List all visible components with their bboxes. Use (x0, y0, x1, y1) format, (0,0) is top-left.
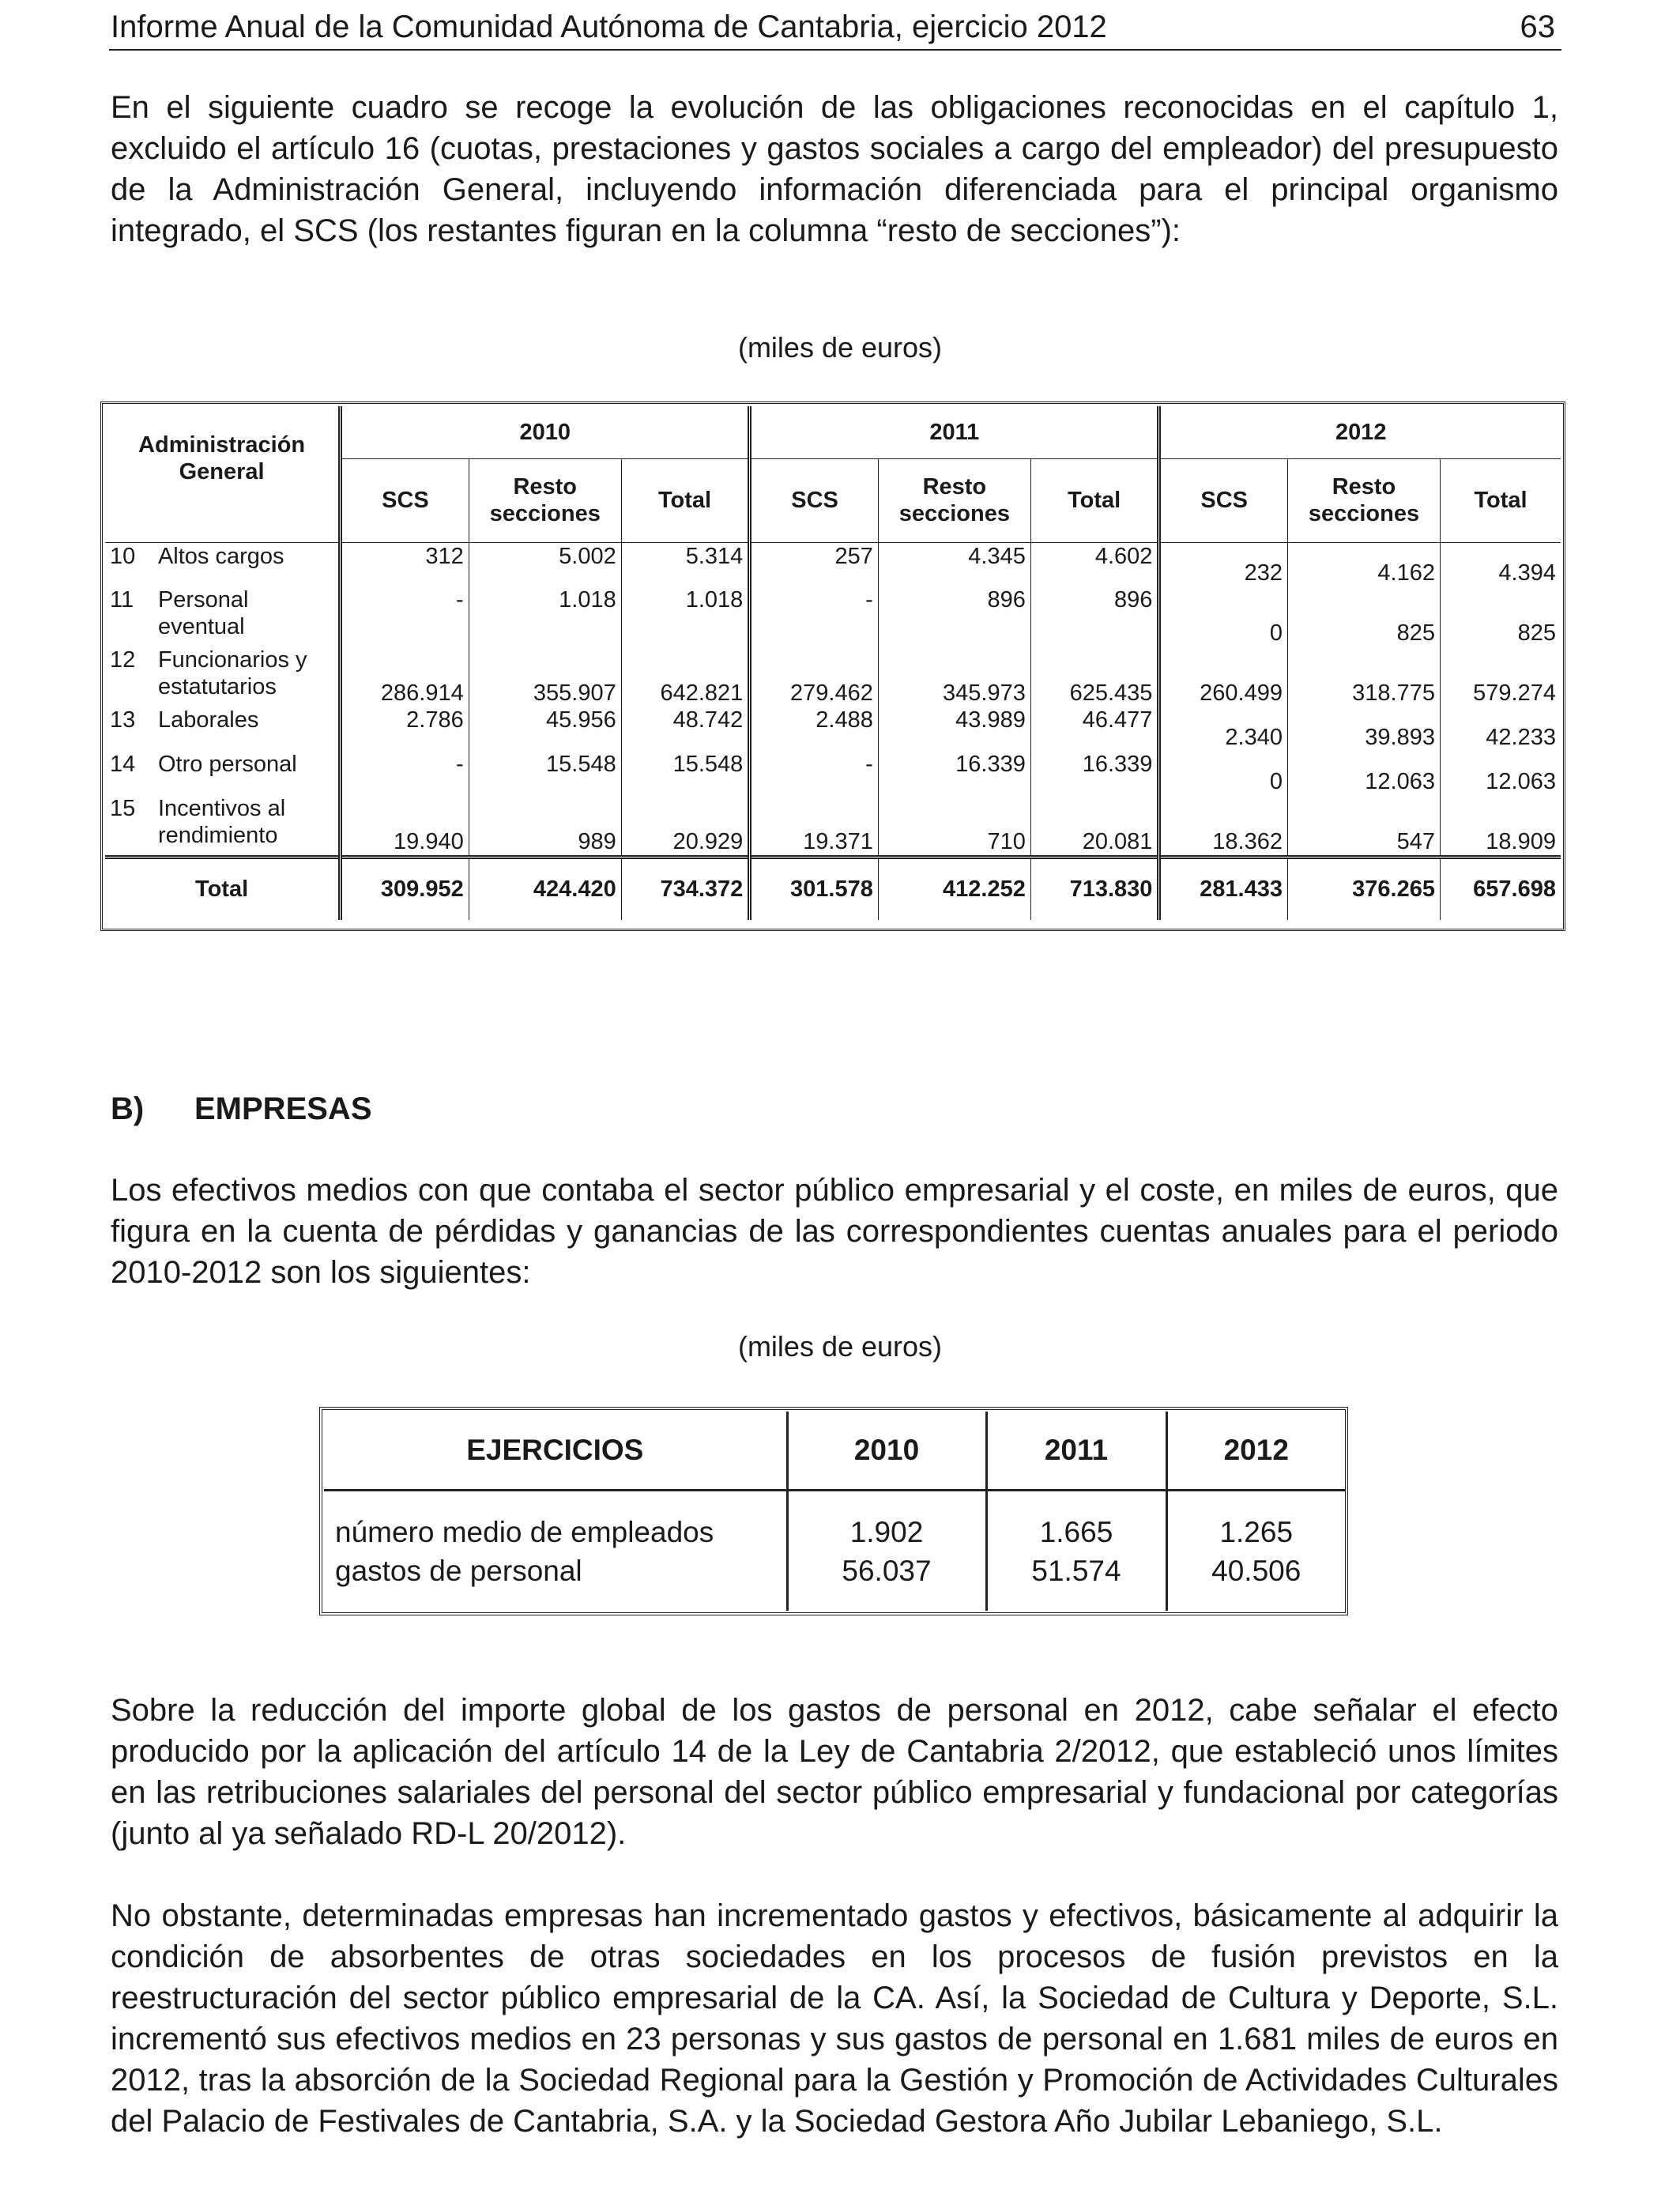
total-value: 734.372 (621, 857, 750, 920)
cell-value: 4.345 (878, 542, 1030, 586)
cell-value: 16.339 (878, 751, 1030, 795)
row-label: Altos cargos (153, 542, 341, 586)
row-code: 13 (110, 707, 136, 733)
cell-value: 825 (1441, 586, 1561, 647)
cell-value: 286.914 (341, 647, 469, 707)
page-number: 63 (1520, 9, 1555, 44)
cell-value: - (750, 751, 879, 795)
cell-value: 710 (878, 795, 1030, 857)
total-value: 301.578 (750, 857, 879, 920)
table-row (105, 795, 1561, 857)
total-value: 309.952 (341, 857, 469, 920)
table-row (105, 751, 1561, 795)
subheader-total: Total (621, 458, 750, 542)
cell-value: 2.340 (1159, 707, 1288, 751)
row-label: Personal eventual (157, 587, 249, 639)
cell-value: 579.274 (1441, 647, 1561, 707)
cell-value: 12.063 (1287, 751, 1440, 795)
table-row (324, 1491, 1345, 1550)
subheader-resto: Resto secciones (878, 458, 1030, 542)
section-b-heading (111, 1087, 372, 1131)
cell-value: 12.063 (1441, 751, 1561, 795)
total-value: 657.698 (1441, 857, 1561, 920)
cell-value: 40.506 (1166, 1550, 1345, 1611)
year-header-2010: 2010 (341, 406, 750, 458)
obligaciones-table-grid (105, 406, 1561, 920)
cell-value: 1.018 (621, 586, 750, 647)
cell-value: 48.742 (621, 707, 750, 751)
header-ejercicios: EJERCICIOS (324, 1412, 787, 1491)
total-value: 281.433 (1159, 857, 1288, 920)
cell-value: 279.462 (750, 647, 879, 707)
cell-value: 18.362 (1159, 795, 1288, 857)
subheader-scs: SCS (750, 458, 879, 542)
cell-value: - (341, 586, 469, 647)
row-code: 15 (110, 796, 136, 821)
cell-value: 0 (1159, 586, 1288, 647)
cell-value: 547 (1287, 795, 1440, 857)
cell-value: 312 (341, 542, 469, 586)
table2-unit-caption: (miles de euros) (737, 1330, 943, 1363)
header-year: 2012 (1166, 1412, 1345, 1491)
subheader-total: Total (1030, 458, 1159, 542)
total-value: 412.252 (878, 857, 1030, 920)
subheader-scs: SCS (1159, 458, 1288, 542)
cell-value: - (750, 586, 879, 647)
year-header-2012: 2012 (1159, 406, 1561, 458)
total-row (105, 857, 1561, 920)
cell-value: 18.909 (1441, 795, 1561, 857)
cell-value: 0 (1159, 751, 1288, 795)
table-row (105, 647, 1561, 707)
cell-value: 5.002 (469, 542, 621, 586)
subheader-scs: SCS (341, 458, 469, 542)
cell-value: 46.477 (1030, 707, 1159, 751)
cell-value: 19.940 (341, 795, 469, 857)
row-code: 12 (110, 647, 136, 673)
cell-value: 1.018 (469, 586, 621, 647)
table-row (105, 542, 1561, 586)
cell-value: 825 (1287, 586, 1440, 647)
cell-value: - (341, 751, 469, 795)
cell-value: 15.548 (621, 751, 750, 795)
empresas-table (319, 1407, 1348, 1615)
cell-value: 4.602 (1030, 542, 1159, 586)
row-code: 14 (110, 752, 136, 777)
cell-value: 20.929 (621, 795, 750, 857)
header-year: 2010 (787, 1412, 986, 1491)
cell-value: 16.339 (1030, 751, 1159, 795)
cell-value: 1.665 (986, 1491, 1166, 1550)
cell-value: 2.488 (750, 707, 879, 751)
total-value: 424.420 (469, 857, 621, 920)
report-title: Informe Anual de la Comunidad Autónoma de Cantabria, ejercicio 2012 (111, 9, 1107, 44)
cell-value: 345.973 (878, 647, 1030, 707)
cell-value: 1.265 (1166, 1491, 1345, 1550)
header-year: 2011 (986, 1412, 1166, 1491)
cell-value: 5.314 (621, 542, 750, 586)
row-label: gastos de personal (335, 1554, 582, 1587)
row-label: Laborales (157, 707, 259, 733)
subheader-total: Total (1441, 458, 1561, 542)
corner-header: Administración General (138, 432, 306, 484)
cell-value: 42.233 (1441, 707, 1561, 751)
table1-unit-caption: (miles de euros) (737, 331, 943, 364)
cell-value: 2.786 (341, 707, 469, 751)
cell-value: 896 (878, 586, 1030, 647)
cell-value: 232 (1159, 542, 1288, 586)
row-label: número medio de empleados (335, 1515, 714, 1548)
fusion-paragraph: No obstante, determinadas empresas han incrementado gastos y efectivos, básicamente al adquirir la condición de absorbentes de otras sociedades en los procesos de fusión previstos en la reestructuración del sector público empresarial de la CA. Así, la Sociedad de Cultura y Deporte, S.L. incrementó sus efectivos medios en 23 personas y sus gastos de personal en 1.681 miles de euros en 2012, tras la absorción de la Sociedad Regional para la Gestión y Promoción de Actividades Culturales del Palacio de Festivales de Cantabria, S.A. y la Sociedad Gestora Año Jubilar Lebaniego, S.L. (111, 1898, 1558, 2139)
cell-value: 43.989 (878, 707, 1030, 751)
cell-value: 896 (1030, 586, 1159, 647)
section-letter: B) (111, 1091, 145, 1126)
year-header-2011: 2011 (750, 406, 1159, 458)
subheader-resto: Resto secciones (1287, 458, 1440, 542)
cell-value: 4.394 (1441, 542, 1561, 586)
cell-value: 51.574 (986, 1550, 1166, 1611)
cell-value: 625.435 (1030, 647, 1159, 707)
cell-value: 20.081 (1030, 795, 1159, 857)
obligaciones-table (100, 401, 1565, 931)
row-label: Otro personal (157, 752, 297, 777)
cell-value: 642.821 (621, 647, 750, 707)
cell-value: 4.162 (1287, 542, 1440, 586)
cell-value: 318.775 (1287, 647, 1440, 707)
section-title: EMPRESAS (194, 1091, 372, 1126)
total-value: 713.830 (1030, 857, 1159, 920)
cell-value: 15.548 (469, 751, 621, 795)
cell-value: 257 (750, 542, 879, 586)
row-label: Funcionarios y estatutarios (157, 647, 307, 699)
cell-value: 989 (469, 795, 621, 857)
empresas-table-grid (324, 1412, 1345, 1611)
total-label: Total (105, 857, 341, 920)
cell-value: 260.499 (1159, 647, 1288, 707)
total-value: 376.265 (1287, 857, 1440, 920)
reduction-paragraph: Sobre la reducción del importe global de los gastos de personal en 2012, cabe señalar el efecto producido por la aplicación del artículo 14 de la Ley de Cantabria 2/2012, que estableció unos límites en las retribuciones salariales del personal del sector público empresarial y fundacional por categorías (junto al ya señalado RD-L 20/2012). (111, 1693, 1558, 1851)
table-row (105, 707, 1561, 751)
cell-value: 56.037 (787, 1550, 986, 1611)
subheader-resto: Resto secciones (469, 458, 621, 542)
table-row (324, 1550, 1345, 1611)
cell-value: 1.902 (787, 1491, 986, 1550)
cell-value: 355.907 (469, 647, 621, 707)
cell-value: 19.371 (750, 795, 879, 857)
row-code: 10 (105, 542, 153, 586)
row-label: Incentivos al rendimiento (157, 796, 286, 848)
cell-value: 45.956 (469, 707, 621, 751)
page-header (109, 5, 1561, 51)
row-code: 11 (110, 587, 134, 613)
cell-value: 39.893 (1287, 707, 1440, 751)
intro-paragraph: En el siguiente cuadro se recoge la evolución de las obligaciones reconocidas en el capítulo 1, excluido el artículo 16 (cuotas, prestaciones y gastos sociales a cargo del empleador) del presupuesto de la Administración General, incluyendo información diferenciada para el principal organismo integrado, el SCS (los restantes figuran en la columna “resto de secciones”): (111, 90, 1558, 248)
empresas-paragraph: Los efectivos medios con que contaba el sector público empresarial y el coste, en miles de euros, que figura en la cuenta de pérdidas y ganancias de las correspondientes cuentas anuales para el periodo 2010-2012 son los siguientes: (111, 1173, 1558, 1290)
table-row (105, 586, 1561, 647)
